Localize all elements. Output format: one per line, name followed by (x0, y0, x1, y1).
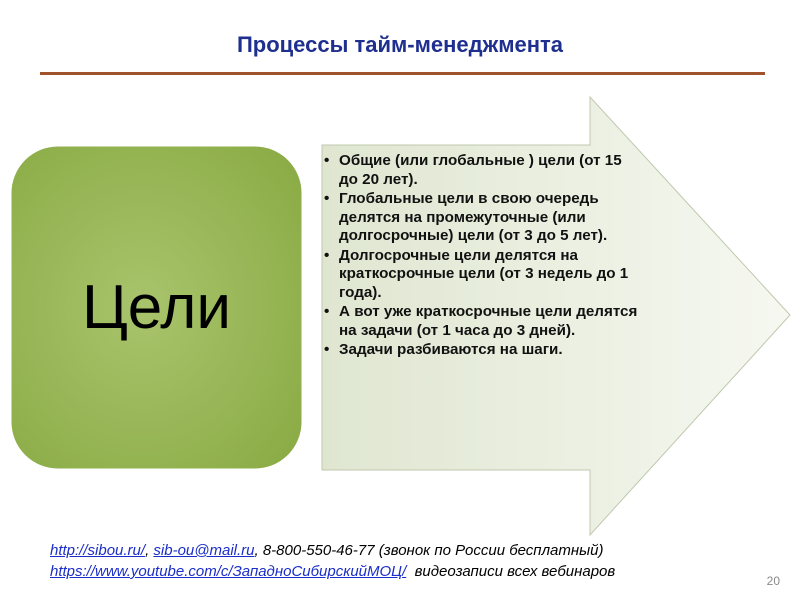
site-link[interactable]: http://sibou.ru/ (50, 542, 146, 559)
goal-label: Цели (81, 273, 232, 342)
separator: , (145, 542, 154, 559)
bullet-item: • Общие (или глобальные ) цели (от 15 до 20 лет). (322, 152, 638, 189)
email-link[interactable]: sib-ou@mail.ru (153, 542, 255, 559)
videos-text: видеозаписи всех вебинаров (406, 563, 616, 580)
bullet-item: • Долгосрочные цели делятся на краткосрочные цели (от 3 недель до 1 года). (322, 247, 638, 303)
phone-text: , 8-800-550-46-77 (звонок по России бесплатный) (254, 542, 604, 559)
youtube-link[interactable]: https://www.youtube.com/c/ЗападноСибирскийМОЦ/ (50, 563, 407, 580)
goal-bullets (322, 152, 638, 361)
page-number: 20 (766, 574, 780, 588)
footer-contacts (50, 540, 615, 582)
bullet-item: • Задачи разбиваются на шаги. (322, 341, 638, 360)
slide-title: Процессы тайм-менеджмента (236, 32, 564, 57)
bullet-item: • Глобальные цели в свою очередь делятся на промежуточные (или долгосрочные) цели (от 3 до 5 лет). (322, 190, 638, 246)
bullet-item: • А вот уже краткосрочные цели делятся на задачи (от 1 часа до 3 дней). (322, 303, 638, 340)
